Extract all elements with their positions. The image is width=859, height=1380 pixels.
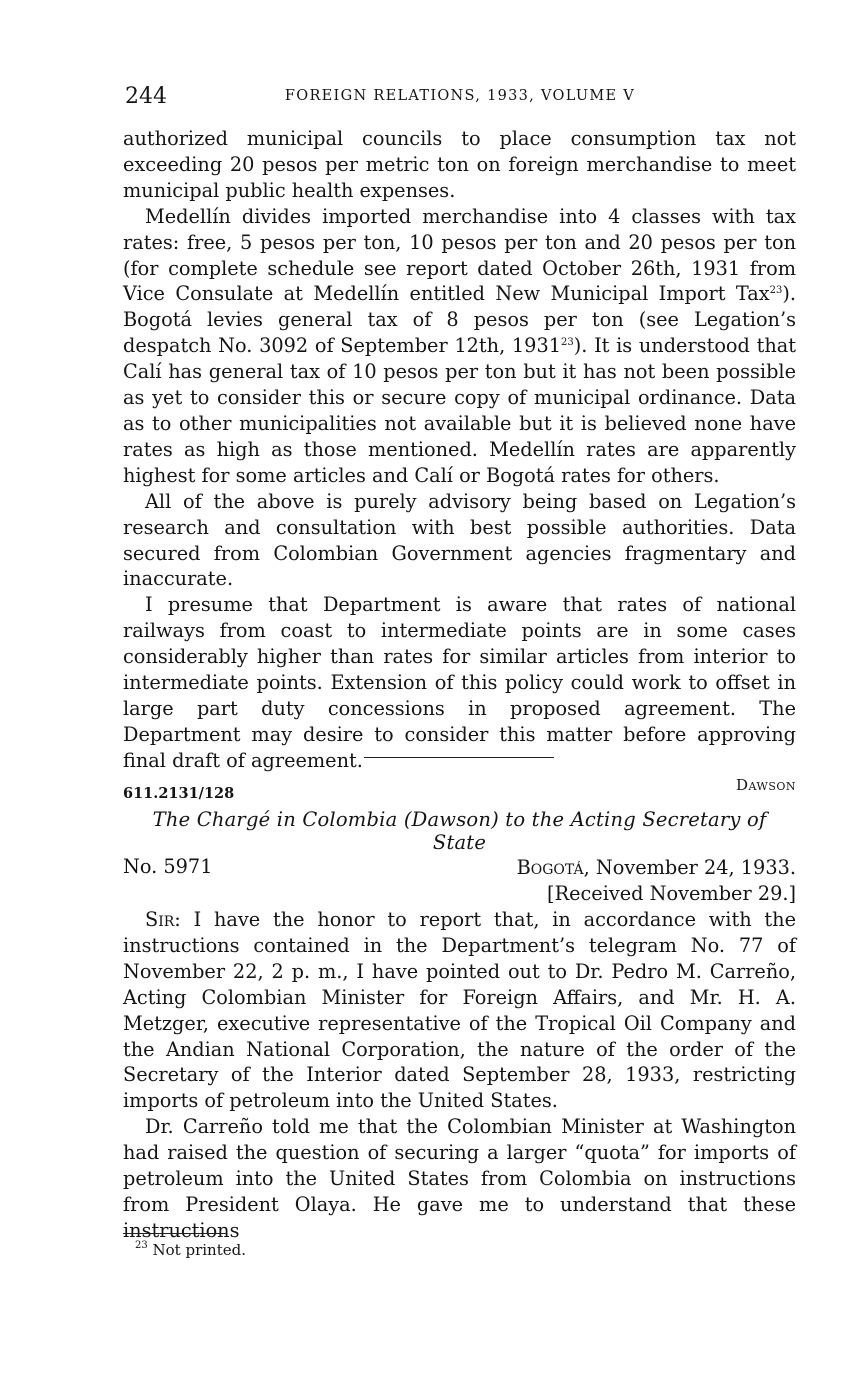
- signature: Dawson: [735, 775, 796, 794]
- paragraph: Sir: I have the honor to report that, in accordance with the instructions contained in the Department’s telegram No. 77 of November 22, 2 p. m., I have pointed out to Dr. Pedro M. Carreño, Acting Colombian Minister for Foreign Affairs, and Mr. H. A. Metzger, executive representative of the Tropical Oil Company and the Andian National Corporation, the nature of the order of the Secretary of the Interior dated September 28, 1933, restricting imports of petroleum into the United States.: [123, 908, 796, 1113]
- letter-body: [123, 907, 796, 1244]
- paragraph: Dr. Carreño told me that the Colombian Minister at Washington had raised the question of securing a larger “quota” for imports of petroleum into the United States from Colombia on instructions from President Olaya. He gave me to understand that these instructions: [123, 1115, 796, 1242]
- running-title: FOREIGN RELATIONS, 1933, VOLUME V: [284, 88, 636, 104]
- footnote-ref: 23: [769, 285, 783, 297]
- document-title: The Chargé in Colombia (Dawson) to the Acting Secretary of State: [152, 808, 767, 854]
- paragraph: All of the above is purely advisory being based on Legation’s research and consultation with best possible authorities. Data secured from Colombian Government agencies fragmentary and inaccurate.: [123, 489, 796, 591]
- page-header: [125, 84, 795, 110]
- footnote-marker: 23: [135, 1240, 148, 1251]
- footnote-divider: [123, 1233, 227, 1234]
- page-number: 244: [125, 84, 167, 109]
- received-date: [Received November 29.]: [547, 881, 796, 905]
- footnote: [135, 1241, 246, 1259]
- footnote-ref: 23: [560, 337, 574, 349]
- paragraph: I presume that Department is aware that rates of national railways from coast to intermediate points are in some cases considerably higher than rates for similar articles from interior to intermediate points. Extension of this policy could work to offset in large part duty concessions in proposed agreement. The Department may desire to consider this matter before approving final draft of agreement.: [123, 593, 796, 772]
- document-number: No. 5971: [123, 855, 213, 878]
- salutation: Sir: [145, 908, 175, 931]
- section-divider: [364, 757, 554, 758]
- previous-document-text: [123, 126, 796, 799]
- paragraph: Medellín divides imported merchandise into 4 classes with tax rates: free, 5 pesos per ton, 10 pesos per ton and 20 pesos per ton (for complete schedule see report dated October 26th, 1931 from Vice Consulate at Medellín entitled New Municipal Import Tax$^{23}$). Bogotá levies general tax of 8 pesos per ton (see Legation’s despatch No. 3092 of September 12th, 1931$^{23}$). It is understood that Calí has general tax of 10 pesos per ton but it has not been possible as yet to consider this or secure copy of municipal ordinance. Data as to other municipalities not available but it is believed none have rates as high as those mentioned. Medellín rates are apparently highest for some articles and Calí or Bogotá rates for others.: [123, 204, 796, 487]
- paragraph: authorized municipal councils to place consumption tax not exceeding 20 pesos per metric ton on foreign merchandise to meet municipal public health expenses.: [123, 127, 796, 202]
- footnote-text: Not printed.: [152, 1241, 246, 1259]
- file-reference: 611.2131/128: [123, 785, 235, 802]
- dateline: [517, 855, 796, 907]
- place: Bogotá: [516, 856, 584, 879]
- date: , November 24, 1933.: [583, 856, 796, 879]
